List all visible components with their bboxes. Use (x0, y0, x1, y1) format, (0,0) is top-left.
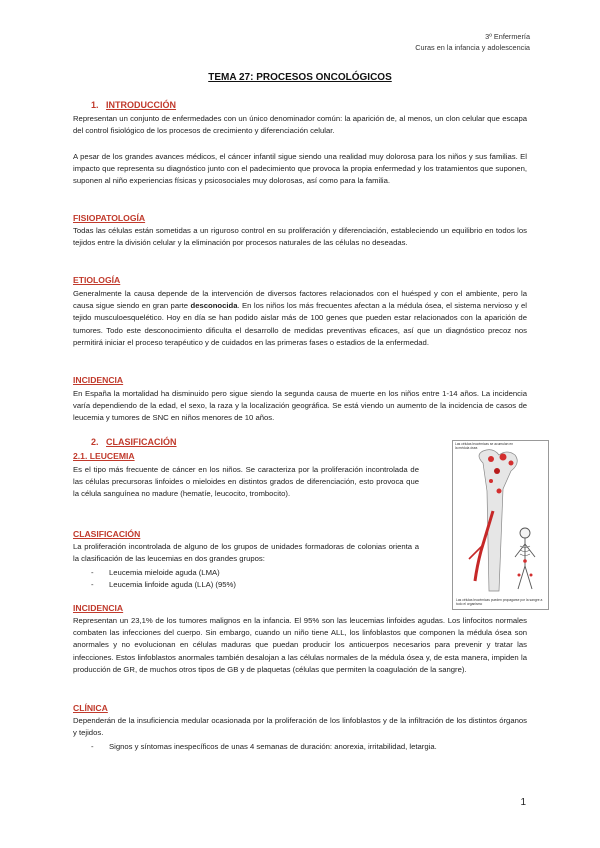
list-item: - Leucemia linfoide aguda (LLA) (95%) (91, 579, 236, 591)
header-course-year: 3º Enfermería (485, 32, 530, 41)
leucemia-paragraph: Es el tipo más frecuente de cáncer en los niños. Se caracteriza por la proliferación incontrolada de las células precursoras linfoides o mieloides en distintos grados de diferenciación, esto provoca que la célula sanguínea no madure (hematíe, leucocito, trombocito). (73, 465, 419, 499)
marrow-cell (509, 461, 514, 466)
figure-title: Las células leucémicas se acumulan en la médula ósea (455, 442, 514, 450)
section-heading-clasificacion: 2. CLASIFICACIÓN (91, 437, 177, 447)
heading-fisiopatologia: FISIOPATOLOGÍA (73, 213, 146, 223)
skeleton-figure (515, 528, 535, 589)
fisiopatologia-paragraph: Todas las células están sometidas a un riguroso control en su proliferación y diferenciación, estableciendo un equilibrio en todos los tejidos entre la división celular y la eliminación por procesos naturales de las células no deseadas. (73, 226, 527, 248)
heading-etiologia: ETIOLOGÍA (73, 275, 121, 285)
heading-incidencia: INCIDENCIA (73, 375, 124, 385)
header-subject: Curas en la infancia y adolescencia (415, 43, 530, 52)
incidencia-paragraph: En España la mortalidad ha disminuido pero sigue siendo la segunda causa de muerte en los niños entre 1-14 años. La incidencia varía dependiendo de la edad, el sexo, la raza y la localización geográfica. Se está viendo un aumento de la incidencia de casos de leucemia y tumores de SNC en niños menores de 10 años. (73, 389, 527, 423)
running-header (415, 31, 530, 53)
leukemia-types-list (91, 567, 236, 591)
section-heading-intro: 1. INTRODUCCIÓN (91, 100, 177, 110)
clinica-paragraph: Dependerán de la insuficiencia medular ocasionada por la proliferación de los linfoblastos y de la infiltración de los distintos órganos y tejidos. (73, 716, 527, 738)
heading-incidencia-leucemia: INCIDENCIA (73, 603, 124, 613)
etiologia-paragraph: Generalmente la causa depende de la intervención de diversos factores relacionados con el huésped y con el ambiente, pero la causa sigue siendo en gran parte desconocida. En los niños los más frecuentes afectan a la médula ósea, el sistema nervioso y el tejido musculoesquelético. Hoy en día se han podido aislar más de 100 genes que pueden estar relacionados con la aparición de tumores. Todo este desconocimiento dificulta el desarrollo de medidas preventivas eficaces, así que un diagnóstico precoz nos permitirá iniciar el proceso terapéutico y de cuidados en las primeras fases o estadios de la enfermedad. (73, 289, 527, 347)
figure-caption: Las células leucémicas pueden propagarse por la sangre a todo el organismo (456, 598, 543, 606)
marrow-cell (494, 468, 500, 474)
clinica-list (91, 741, 437, 753)
heading-clinica: CLÍNICA (73, 703, 108, 713)
intro-paragraph-1: Representan un conjunto de enfermedades con un único denominador común: la aparición de, al menos, un clon celular que escapa del control fisiológico de los procesos de crecimiento y diferenciación celular. (73, 114, 527, 136)
etiologia-bold-term: desconocida (190, 301, 238, 311)
heading-leucemia: 2.1. LEUCEMIA (73, 451, 135, 461)
page-number: 1 (520, 797, 526, 808)
marrow-cell (489, 479, 493, 483)
list-item: - Signos y síntomas inespecíficos de unas 4 semanas de duración: anorexia, irritabilidad, letargia. (91, 741, 437, 753)
marrow-cell (500, 454, 507, 461)
clasificacion-paragraph: La proliferación incontrolada de alguno de los grupos de unidades formadoras de colonias orienta a la clasificación de las leucemias en dos grandes grupos: (73, 542, 419, 564)
intro-paragraph-2: A pesar de los grandes avances médicos, el cáncer infantil sigue siendo una realidad muy dolorosa para los niños y sus familias. El impacto que representa su diagnóstico junto con el padecimiento que provoca la propia enfermedad y los tratamientos que suponen, suponen al niño experiencias físicas y psicosociales muy dolorosas, así como para la familia. (73, 152, 527, 186)
marrow-cell (488, 456, 494, 462)
heading-clasificacion-leucemia: CLASIFICACIÓN (73, 529, 141, 539)
page-title: TEMA 27: PROCESOS ONCOLÓGICOS (208, 72, 392, 83)
marrow-cell (530, 574, 533, 577)
list-item: - Leucemia mieloide aguda (LMA) (91, 567, 236, 579)
marrow-cell (523, 559, 527, 563)
bone-marrow-drawing (453, 441, 548, 609)
marrow-cell (497, 489, 502, 494)
incidencia-leucemia-paragraph: Representan un 23,1% de los tumores malignos en la infancia. El 95% son las leucemias linfoides agudas. Los linfocitos normales combaten las infecciones del cuerpo. Sin embargo, cuando un niño tiene ALL, los linfoblastos que componen la médula ósea son anormales y no evolucionan en células maduras que puedan producir los anticuerpos necesarios para prevenir y tratar las infecciones. Estos linfoblastos anormales también desalojan a las células normales de la médula ósea y, de esta manera, impiden la producción de GR, de muchos otros tipos de GB y de plaquetas (células que permiten la coagulación de la sangre). (73, 616, 527, 674)
marrow-cell (518, 574, 521, 577)
leukemia-illustration (452, 440, 549, 610)
